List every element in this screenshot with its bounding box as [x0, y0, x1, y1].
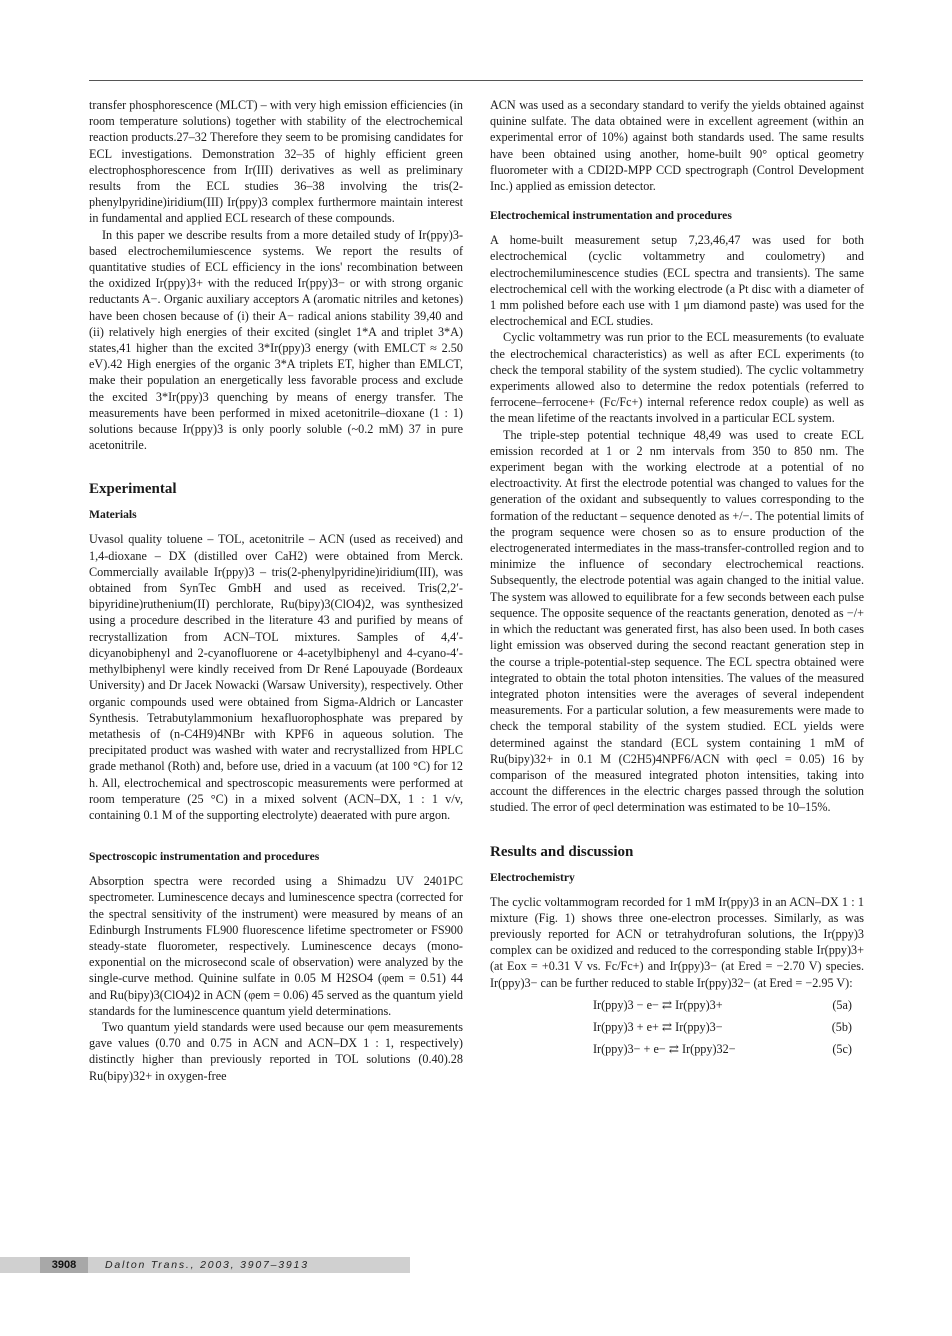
spectroscopic-paragraph-2: Two quantum yield standards were used because our φem measurements gave values (0.70 and 0.75 in ACN and ACN–DX 1 : 1, respectively) distinctly higher than previously reported in TOL solutions (0.40).28 Ru(bipy)32+ in oxygen-free	[89, 1019, 463, 1083]
page-number: 3908	[40, 1257, 88, 1273]
equation-label: (5c)	[832, 1041, 852, 1056]
subheading-materials: Materials	[89, 508, 137, 522]
equation-expression: Ir(ppy)3− + e− ⇄ Ir(ppy)32−	[593, 1041, 736, 1056]
equation-expression: Ir(ppy)3 + e+ ⇄ Ir(ppy)3−	[593, 1019, 723, 1034]
journal-citation: Dalton Trans., 2003, 3907–3913	[105, 1259, 309, 1271]
section-heading-experimental: Experimental	[89, 481, 177, 498]
subheading-electrochemistry: Electrochemistry	[490, 870, 575, 884]
electrochemical-paragraph-1: A home-built measurement setup 7,23,46,47 was used for both electrochemical (cyclic voltammetry and coulometry) and electrochemiluminescence studies (ECL spectra and transients). The same electrochemical cell with the working electrode (a Pt disc with a diameter of 1 mm polished before each use with 1 μm diamond paste) was used for the electrochemical and ECL studies.	[490, 233, 864, 329]
left-column	[89, 97, 463, 1084]
equation-5a	[490, 997, 864, 1013]
electrochemical-paragraph-3: The triple-step potential technique 48,49 was used to create ECL emission recorded at 1 or 2 nm intervals from 350 to 850 nm. The experiment began with the working electrode at a potential of no electroactivity. At first the electrode potential was changed to values for the generation of the oxidant and subsequently to values corresponding to the formation of the reductant – sequence denoted as +/−. The potential limits of the program sequence were chosen so as to ensure production of the electrogenerated intermediates in the mass-transfer-controlled region and to minimize the influence of secondary electrochemical reactions. Subsequently, the electrode potential was again changed to the initial value. The system was allowed to equilibrate for a few seconds between each pulse sequence. The opposite sequence of the reactants generation, denoted as −/+ in which the reductant was generated first, has also been used. In both cases light emission was observed during the second reactant generation step in the course a triple-potential-step sequence. The ECL spectra obtained were integrated to obtain the total photon intensities. The values of the measured integrated photon intensities were the averages of several independent measurements. For a particular solution, a few measurements were made to check the temporal stability of the system studied. ECL yields were determined against the standard (ECL system containing 1 mM of Ru(bipy)32+ in 0.1 M (C2H5)4NPF6/ACN with φecl = 0.05) 16 by comparison of the measured integrated photon intensities, taking into account the differences in the electric charges passed through the solution studied. The error of φecl determination was estimated to be 10–15%.	[490, 427, 864, 815]
spectroscopic-paragraph-3: ACN was used as a secondary standard to verify the yields obtained against quinine sulfate. The data obtained were in excellent agreement (within an experimental error of 10%) against both standards used. The same results have been obtained using another, home-built 90° optical geometry fluorometer with a CDI2D-MPP CCD spectrograph (Control Development Inc.) applied as emission detector.	[490, 98, 864, 194]
intro-paragraph-2: In this paper we describe results from a more detailed study of Ir(ppy)3-based electrochemilumiescence systems. We report the results of quantitative studies of ECL efficiency in the ions' recombination between the oxidized Ir(ppy)3+ with the reduced Ir(ppy)3− or with strong organic reductants A−. Organic auxiliary acceptors A (aromatic nitriles and ketones) have been chosen because of (i) their A− radical anions stability 39,40 and (ii) relatively high energies of their excited (singlet 1*A and triplet 3*A) states,41 higher than the excited 3*Ir(ppy)3 energy (with EMLCT ≈ 2.50 eV).42 High energies of the organic 3*A triplets ET, higher than EMLCT, make their population an energetically less favorable process and exclude the excited 3*Ir(ppy)3 quenching by means of energy transfer. The measurements have been performed in mixed acetonitrile–dioxane (1 : 1) solutions because Ir(ppy)3 is only poorly soluble (~0.2 mM) 37 in pure acetonitrile.	[89, 227, 463, 453]
intro-paragraph-1: transfer phosphorescence (MLCT) – with very high emission efficiencies (in room temperature solutions) together with stability of the electrochemical reaction products.27–32 Therefore they seem to be promising candidates for ECL investigations. Demonstration 32–35 of highly efficient green electrophosphorescence from Ir(III) derivatives as well as preliminary results from the ECL studies 36–38 involving the tris(2-phenylpyridine)iridium(III) Ir(ppy)3 complex furthermore maintain interest in fundamental and applied ECL research of these compounds.	[89, 98, 463, 226]
equation-5c	[490, 1041, 864, 1057]
equation-5b	[490, 1019, 864, 1035]
equation-label: (5b)	[831, 1019, 852, 1034]
header-rule	[89, 80, 863, 81]
materials-paragraph: Uvasol quality toluene – TOL, acetonitrile – ACN (used as received) and 1,4-dioxane – DX (distilled over CaH2) were obtained from Merck. Commercially available Ir(ppy)3 – tris(2-phenylpyridine)iridium(III), was obtained from SynTec GmbH and used as received. Tris(2,2′-bipyridine)ruthenium(II) perchlorate, Ru(bipy)3(ClO4)2, was synthesized using a procedure described in the literature 43 and purified by means of recrystallization from ACN–TOL mixtures. Samples of 4,4′-dicyanobiphenyl and 2-cyanofluorene or 4-acetylbiphenyl and 4-cyano-4′-methylbiphenyl were kindly received from Dr René Lapouyade (Bordeaux University) and Dr Jacek Nowacki (Warsaw University), respectively. Other organic compounds used were obtained from Sigma-Aldrich or Lancaster Synthesis. Tetrabutylammonium hexafluorophosphate was prepared by metathesis of (n-C4H9)4NBr with KPF6 in aqueous solution. The precipitated product was washed with water and recrystallized from HPLC grade methanol (Roth) and, before use, dried in a vacuum (at 100 °C) for 12 h. All, electrochemical and spectroscopic measurements were performed at room temperature (25 °C) in a mixed solvent (ACN–DX, 1 : 1 v/v, containing 0.1 M of the supporting electrolyte) deaerated with pure argon.	[89, 532, 463, 822]
results-paragraph-1: The cyclic voltammogram recorded for 1 mM Ir(ppy)3 in an ACN–DX 1 : 1 mixture (Fig. 1) shows three one-electron processes. Similarly, as was previously reported for ACN or tetrahydrofuran solutions, the Ir(ppy)3 complex can be oxidized and reduced to the corresponding stable Ir(ppy)3+ (at Eox = +0.31 V vs. Fc/Fc+) and Ir(ppy)3− (at Ered = −2.70 V) species. Ir(ppy)3− can be further reduced to stable Ir(ppy)32− (at Ered = −2.95 V):	[490, 894, 864, 990]
equation-label: (5a)	[832, 997, 852, 1012]
section-heading-results: Results and discussion	[490, 843, 634, 860]
electrochemical-paragraph-2: Cyclic voltammetry was run prior to the ECL measurements (to evaluate the electrochemical characteristics) as well as after ECL experiments (to check the temporal stability of the system studied). The cyclic voltammetry experiments allowed also to determine the redox potentials (referred to ferrocene–ferrocene+ (Fc/Fc+) internal reference redox couple) as well as the mean lifetime of the reactants involved in a particular ECL system.	[490, 330, 864, 426]
equation-expression: Ir(ppy)3 − e− ⇄ Ir(ppy)3+	[593, 997, 723, 1012]
right-column	[490, 97, 864, 1063]
subheading-electrochemical: Electrochemical instrumentation and procedures	[490, 209, 732, 223]
subheading-spectroscopic: Spectroscopic instrumentation and procedures	[89, 850, 320, 864]
spectroscopic-paragraph-1: Absorption spectra were recorded using a Shimadzu UV 2401PC spectrometer. Luminescence decays and luminescence spectra (corrected for the spectral sensitivity of the instrument) were measured by means of an Edinburgh Instruments FL900 fluorescence lifetime spectrometer or FS900 steady-state fluorometer, respectively. Luminescence decays (mono-exponential on the microsecond scale of observation) were analyzed by the single-curve method. Quinine sulfate in 0.05 M H2SO4 (φem = 0.51) 44 and Ru(bipy)3(ClO4)2 in ACN (φem = 0.06) 45 served as the quantum yield standards for the luminescence quantum yield determinations.	[89, 874, 463, 1018]
